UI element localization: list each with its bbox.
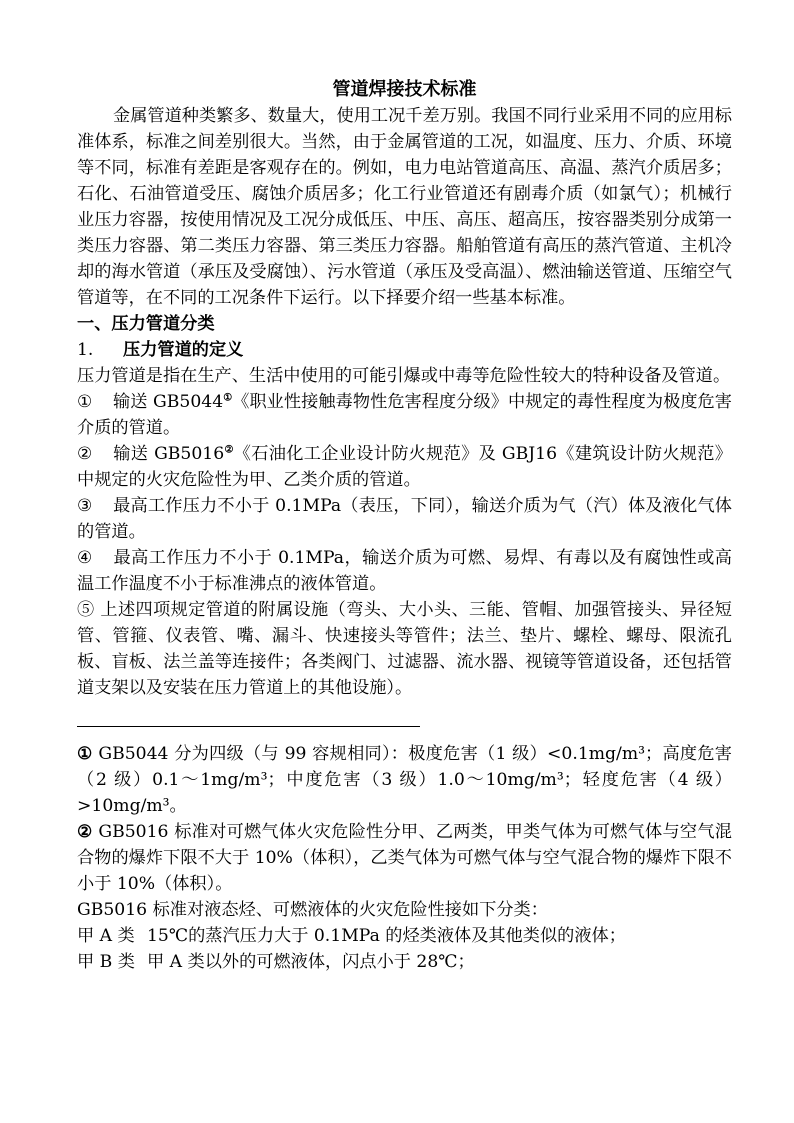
footnote-marker: ② — [77, 822, 93, 842]
item-text: 输送 GB5016 — [113, 444, 225, 464]
list-item — [77, 545, 732, 597]
item-marker: ⑤ — [77, 600, 95, 620]
item-marker: ① — [77, 392, 93, 412]
item-text: 最高工作压力不小于 0.1MPa（表压，下同），输送介质为气（汽）体及液化气体的管道。 — [77, 496, 732, 542]
list-item — [77, 389, 732, 441]
document-page — [77, 78, 732, 975]
class-row — [77, 923, 732, 949]
subsection-number: 1. — [77, 340, 94, 360]
item-marker: ② — [77, 444, 93, 464]
class-desc: 15℃的蒸汽压力大于 0.1MPa 的烃类液体及其他类似的液体； — [147, 926, 626, 946]
item-text: 最高工作压力不小于 0.1MPa，输送介质为可燃、易焊、有毒以及有腐蚀性或高温工作温度不小于标准沸点的液体管道。 — [77, 548, 732, 594]
footnote-ref[interactable]: ② — [224, 444, 234, 456]
class-row — [77, 949, 732, 975]
item-text: 输送 GB5044 — [113, 392, 224, 412]
liquid-classification-intro: GB5016 标准对液态烃、可燃液体的火灾危险性接如下分类： — [77, 900, 548, 920]
item-text-cont: 《石油化工企业设计防火规范》及 GBJ16《建筑设计防火规范》中规定的火灾危险性为甲、乙类介质的管道。 — [77, 444, 732, 490]
item-marker: ④ — [77, 548, 93, 568]
footnote — [77, 741, 732, 819]
definition-paragraph: 压力管道是指在生产、生活中使用的可能引爆或中毒等危险性较大的特种设备及管道。 — [77, 366, 731, 386]
footnote-text: GB5044 分为四级（与 99 容规相同）：极度危害（1 级）<0.1mg/m³；高度危害（2 级）0.1～1mg/m³；中度危害（3 级）1.0～10mg/m³；轻度危害（4 级）>10mg/m³。 — [77, 744, 732, 816]
footnote — [77, 819, 732, 897]
footnote-marker: ① — [77, 744, 93, 764]
section-heading: 一、压力管道分类 — [77, 314, 215, 334]
class-label: 甲 B 类 — [77, 952, 135, 972]
footnote-separator — [77, 726, 420, 727]
footnote-text: GB5016 标准对可燃气体火灾危险性分甲、乙两类，甲类气体为可燃气体与空气混合物的爆炸下限不大于 10%（体积），乙类气体为可燃气体与空气混合物的爆炸下限不小于 10%（体积）。 — [77, 822, 732, 894]
list-item — [77, 597, 732, 701]
item-text-cont: 《职业性接触毒物性危害程度分级》中规定的毒性程度为极度危害介质的管道。 — [77, 392, 732, 438]
class-label: 甲 A 类 — [77, 926, 135, 946]
list-item — [77, 493, 732, 545]
subsection-heading — [77, 337, 732, 363]
intro-paragraph: 金属管道种类繁多、数量大，使用工况千差万别。我国不同行业采用不同的应用标准体系，标准之间差别很大。当然，由于金属管道的工况，如温度、压力、介质、环境等不同，标准有差距是客观存在的。例如，电力电站管道高压、高温、蒸汽介质居多；石化、石油管道受压、腐蚀介质居多；化工行业管道还有剧毒介质（如氯气）；机械行业压力容器，按使用情况及工况分成低压、中压、高压、超高压，按容器类别分成第一类压力容器、第二类压力容器、第三类压力容器。船舶管道有高压的蒸汽管道、主机冷却的海水管道（承压及受腐蚀）、污水管道（承压及受高温）、燃油输送管道、压缩空气管道等，在不同的工况条件下运行。以下择要介绍一些基本标准。 — [77, 106, 732, 308]
class-desc: 甲 A 类以外的可燃液体，闪点小于 28℃； — [147, 952, 475, 972]
document-title: 管道焊接技术标准 — [332, 79, 477, 100]
footnote-ref[interactable]: ① — [223, 392, 233, 404]
item-marker: ③ — [77, 496, 93, 516]
list-item — [77, 441, 732, 493]
item-text: 上述四项规定管道的附属设施（弯头、大小头、三能、管帽、加强管接头、异径短管、管箍、仪表管、嘴、漏斗、快速接头等管件；法兰、垫片、螺栓、螺母、限流孔板、盲板、法兰盖等连接件；各类阀门、过滤器、流水器、视镜等管道设备，还包括管道支架以及安装在压力管道上的其他设施）。 — [77, 600, 732, 698]
subsection-label: 压力管道的定义 — [123, 340, 244, 360]
